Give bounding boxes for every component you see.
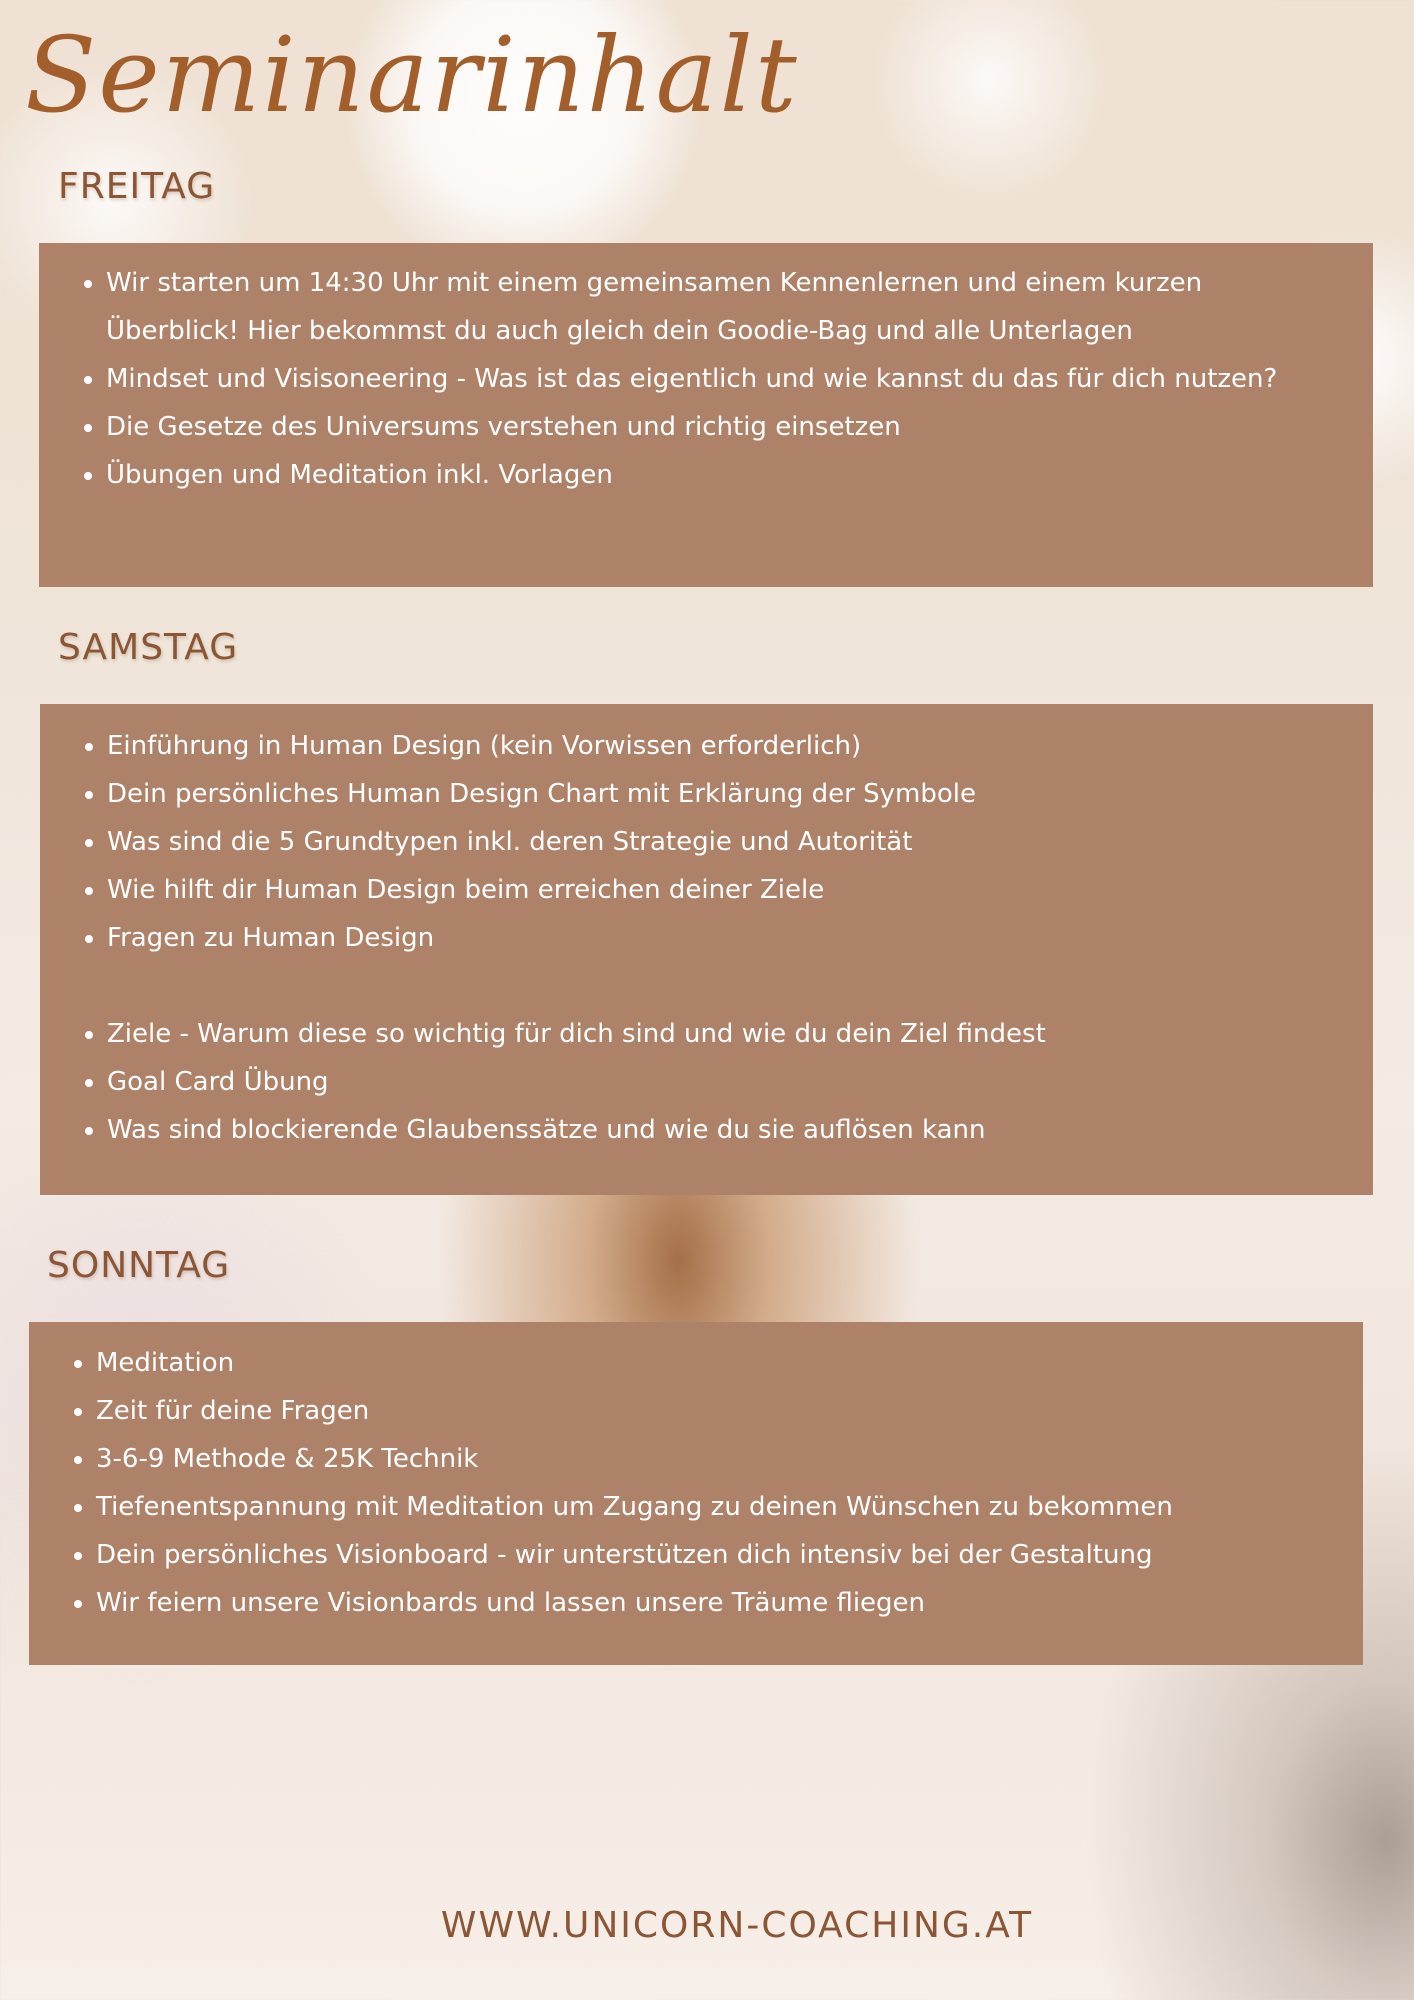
day-heading-freitag: FREITAG — [58, 166, 216, 207]
list-item: • Wie hilft dir Human Design beim erreichen deiner Ziele — [107, 866, 1333, 914]
agenda-list-sonntag — [29, 1339, 1363, 1627]
list-item: • Meditation — [96, 1339, 1323, 1387]
list-item: • 3-6-9 Methode & 25K Technik — [96, 1435, 1323, 1483]
day-heading-samstag: SAMSTAG — [58, 627, 239, 668]
list-item: • Dein persönliches Human Design Chart mit Erklärung der Symbole — [107, 770, 1333, 818]
list-item: • Wir feiern unsere Visionbards und lassen unsere Träume fliegen — [96, 1579, 1323, 1627]
agenda-list-samstag — [40, 722, 1373, 1154]
list-item: • Zeit für deine Fragen — [96, 1387, 1323, 1435]
list-item: • Was sind blockierende Glaubenssätze und wie du sie auflösen kann — [107, 1106, 1333, 1154]
content-box-samstag — [40, 704, 1373, 1195]
page-title: Seminarinhalt — [25, 14, 799, 136]
website-url[interactable]: WWW.UNICORN-COACHING.AT — [440, 1905, 1034, 1946]
agenda-list-freitag — [39, 259, 1373, 499]
content-box-freitag — [39, 243, 1373, 587]
list-item: • Fragen zu Human Design — [107, 914, 1333, 962]
day-heading-sonntag: SONNTAG — [47, 1245, 231, 1286]
list-item: • Tiefenentspannung mit Meditation um Zugang zu deinen Wünschen zu bekommen — [96, 1483, 1323, 1531]
list-item: • Einführung in Human Design (kein Vorwissen erforderlich) — [107, 722, 1333, 770]
content-box-sonntag — [29, 1322, 1363, 1665]
list-item: • Dein persönliches Visionboard - wir unterstützen dich intensiv bei der Gestaltung — [96, 1531, 1323, 1579]
list-item: • Die Gesetze des Universums verstehen und richtig einsetzen — [106, 403, 1333, 451]
list-item: • Ziele - Warum diese so wichtig für dich sind und wie du dein Ziel findest — [107, 1010, 1333, 1058]
list-item: • Übungen und Meditation inkl. Vorlagen — [106, 451, 1333, 499]
list-item: • Mindset und Visisoneering - Was ist das eigentlich und wie kannst du das für dich nutzen? — [106, 355, 1333, 403]
list-item: • Was sind die 5 Grundtypen inkl. deren Strategie und Autorität — [107, 818, 1333, 866]
list-item: • Wir starten um 14:30 Uhr mit einem gemeinsamen Kennenlernen und einem kurzen Überblick! Hier bekommst du auch gleich dein Goodie-Bag und alle Unterlagen — [106, 259, 1333, 355]
list-item: • Goal Card Übung — [107, 1058, 1333, 1106]
